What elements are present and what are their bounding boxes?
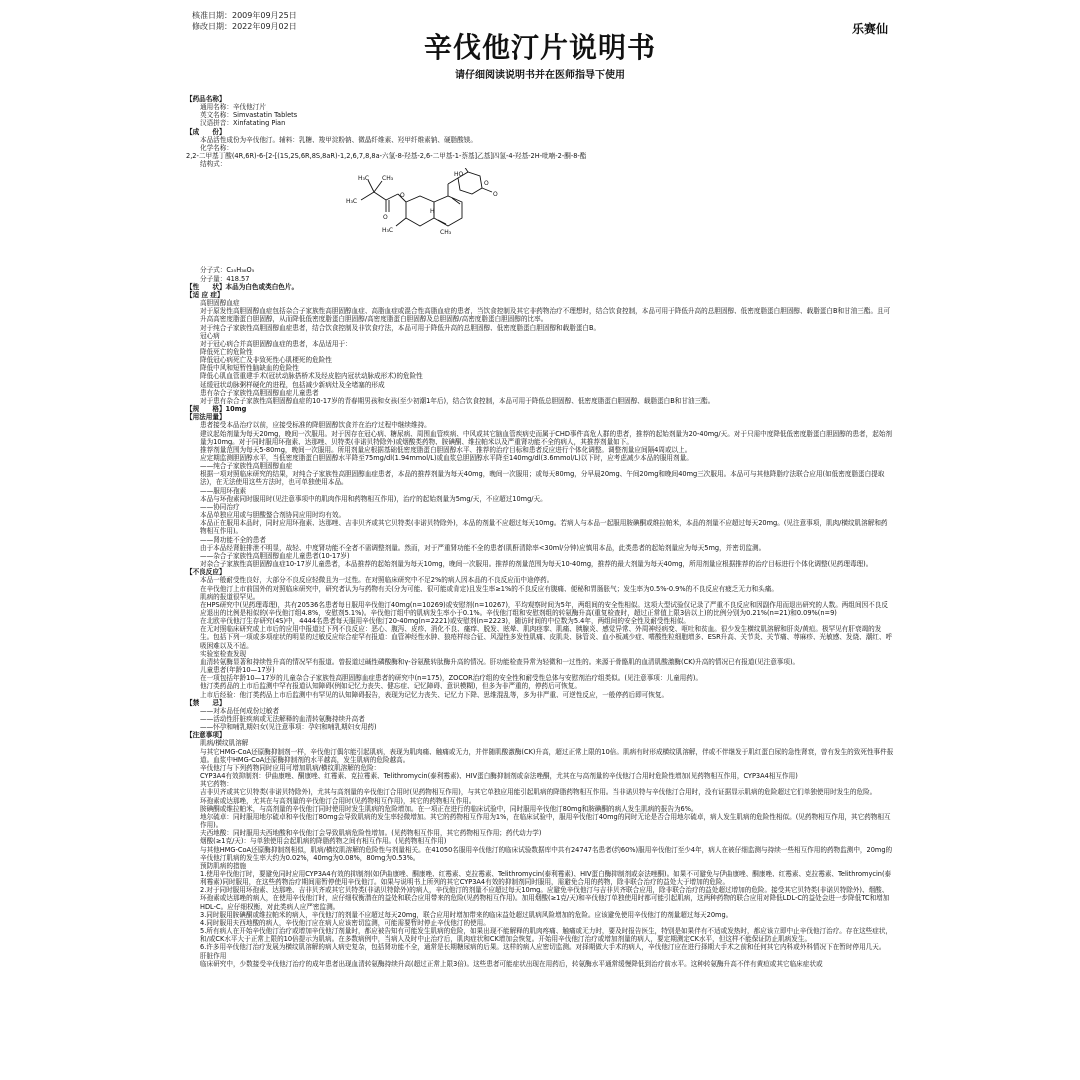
body-paragraph: 儿童患者(年龄10—17岁) (200, 666, 275, 675)
body-paragraph: 高胆固醇血症 (200, 299, 240, 308)
body-paragraph: 降低心肌血管重建手术(冠状动脉搭桥术及经皮腔内冠状动脉成形术)的危险性 (200, 372, 423, 381)
body-paragraph: 环孢素或达那唑，尤其在与高剂量的辛伐他汀合用时(见药物相互作用)，其它的药物相互作用。 (200, 796, 476, 805)
section-heading: 【用法用量】 (186, 413, 226, 422)
body-paragraph: 2,2-二甲基丁酸(4R,6R)-6-[2-[(1S,2S,6R,8S,8aR)-1,2,6,7,8,8a-六氢-8-羟基-2,6-二甲基-1-萘基]乙基]四氢-4-羟基-2H-吡喃-2-酮-8-酯 (186, 152, 587, 161)
label-h3c-2: H₃C (358, 175, 370, 183)
section-heading: 【药品名称】 (186, 95, 226, 103)
body-paragraph: 其它药物： (200, 780, 233, 789)
body-paragraph: 烟酸(≥1克/天)：与单独使用会起肌病的降脂药物之间有相互作用。(见药物相互作用) (200, 837, 447, 846)
body-paragraph: 对于原发性高胆固醇血症包括杂合子家族性高胆固醇血症、高脂血症或混合性高脂血症的患者，当饮食控制及其它非药物治疗不理想时，结合饮食控制，本品可用于降低升高的总胆固醇、低密度脂蛋白胆固醇、载脂蛋白B和甘油三酯。且可升高高密度脂蛋白胆固醇，从而降低低密度脂蛋白胆固醇/高密度脂蛋白胆固醇及总胆固醇/高密度脂蛋白胆固醇的比率。 (200, 307, 891, 324)
body-paragraph: 本品正在服用本品时，同时应用环孢素、达那唑、吉非贝齐或其它贝特类(非诺贝特除外)，本品的剂量不应超过每天10mg。若病人与本品一起服用胺碘酮或维拉帕米，本品的剂量不应超过每天20mg。(见注意事项，肌肉/横纹肌溶解和药物相互作用)。 (200, 519, 888, 536)
structural-formula-drawing (336, 168, 506, 264)
body-paragraph: 对于冠心病合并高胆固醇血症的患者，本品适用于： (200, 339, 352, 348)
label-h: H (430, 208, 435, 216)
body-paragraph: 他汀类药品的上市后监测中罕有报道认知障碍(例如记忆力丧失、健忘症、记忆障碍、意识模糊)，但多为非严重的，停药后可恢复。 (200, 682, 581, 691)
label-o-ester: O (400, 192, 405, 200)
body-paragraph: ——肾功能不全的患者 (200, 535, 266, 544)
body-paragraph: ——服用环孢素 (200, 486, 247, 495)
body-paragraph: 与其他HMG-CoA还原酶抑制剂相似，肌病/横纹肌溶解的危险性与剂量相关。在41050名服用辛伐他汀的临床试验数据库中共有24747名患者(约60%)服用辛伐他汀至少4年，病人在被仔细监测与持续一些相互作用的药物监测中，20mg的辛伐他汀肌病的发生率大约为0.02%，40mg为0.08%，80mg为0.53%。 (200, 845, 893, 862)
body-paragraph: 本品与环孢素同时服用时(见注意事项中的肌肉作用和药物相互作用)，治疗的起始剂量为5mg/天，不应超过10mg/天。 (200, 494, 547, 503)
body-paragraph: 3.同时服用胺碘酮或维拉帕米的病人，辛伐他汀的剂量不应超过每天20mg，联合应用时增加带来的临床益处超过肌病风险增加的危险。应该避免使用辛伐他汀的剂量超过每天20mg。 (200, 910, 733, 919)
body-paragraph: ——纯合子家族性高胆固醇血症 (200, 462, 293, 471)
body-paragraph: 在辛伐他汀上市前国外的对照临床研究中，研究者认为与药物有关(分为可能、很可能或肯定)且发生率≥1%的不良反应有腹痛、便秘和胃肠胀气；发生率为0.5%-0.9%的不良反应有疲乏无力和头痛。 (200, 584, 778, 593)
body-paragraph: 辛伐他汀与下列药物同时应用可增加肌病/横纹肌溶解的危险： (200, 763, 381, 772)
body-paragraph: 预防肌病的措施 (200, 861, 247, 870)
body-paragraph: ——协同治疗 (200, 502, 240, 511)
body-paragraph: 2.对于同时服用环孢素、达那唑、吉非贝齐或其它贝特类(非诺贝特除外)的病人，辛伐他汀的剂量不应超过每天10mg。应避免辛伐他汀与吉非贝齐联合应用，除非联合治疗的益处超过增加的危险。接受其它贝特类(非诺贝特除外)、烟酸、环孢素或达那唑的病人，在使用辛伐他汀时，应仔细权衡潜在的益处和联合应用带来的危险(见药物相互作用)。加用烟酸(≥1克/天)和辛伐他汀单独使用时都可能引起肌病，这两种药物的联合应用对降低LDL-C的益处会进一步降低TC和增加HDL-C。应仔细权衡，对此类病人应严密监测。 (200, 886, 890, 911)
body-paragraph: 汉语拼音：Xinfatating Pian (200, 119, 286, 128)
body-paragraph: 在一项包括年龄10—17岁的儿童杂合子家族性高胆固醇血症患者的研究中(n=175)，ZOCOR治疗组的安全性和耐受性总体与安慰剂治疗组类似。(见注意事项：儿童用药)。 (200, 674, 703, 683)
section-heading: 【性 状】本品为白色或类白色片。 (186, 282, 299, 291)
body-paragraph: 建议起始剂量为每天20mg，晚间一次服用。对于因存在冠心病、糖尿病、周围血管疾病、中风或其它脑血管疾病史而属于CHD事件高危人群的患者，推荐的起始剂量为20-40mg/天。对于只需中度降低低密度脂蛋白胆固醇的患者，起始剂量为10mg。对于同时服用环孢素、达那唑、贝特类(非诺贝特除外)或烟酸类药物、胺碘酮、维拉帕米以及严重肾功能不全的病人，其推荐剂量如下。 (200, 429, 893, 446)
body-paragraph: 对于纯合子家族性高胆固醇血症患者，结合饮食控制及非饮食疗法，本品可用于降低升高的总胆固醇、低密度脂蛋白胆固醇和载脂蛋白B。 (200, 323, 601, 332)
body-paragraph: 患有杂合子家族性高胆固醇血症儿童患者 (200, 388, 319, 397)
body-paragraph: 实验室检查发现 (200, 649, 247, 658)
label-h3c-3: H₃C (382, 227, 394, 235)
section-heading: 【禁 忌】 (186, 698, 226, 707)
body-paragraph: ——活动性肝脏疾病或无法解释的血清转氨酶持续升高者 (200, 715, 365, 723)
document-title: 辛伐他汀片说明书 (423, 31, 656, 64)
body-paragraph: 5.所有病人在开始辛伐他汀治疗或增加辛伐他汀剂量时，都应被告知有可能发生肌病的危险，如果出现不能解释的肌肉疼痛、触痛或无力时，要及时报告医生，特别是如果伴有不适或发热时，都应该立即中止辛伐他汀治疗。存在这些症状，和/或CK水平大于正常上限的10倍提示为肌病。在多数病例中，当病人及时中止治疗后，肌肉症状和CK增加会恢复。开始用辛伐他汀治疗或增加剂量的病人，要定期测定CK水平，但这样不能保证防止肌病发生。 (200, 927, 893, 944)
label-h3c: H₃C (346, 198, 358, 206)
body-paragraph: 在HPS研究中(见药理毒理)，共有20536名患者每日服用辛伐他汀40mg(n=10269)或安慰剂(n=10267)，平均观察时间为5年，两组间的安全性相似。这项大型试验仅记录了严重不良反应和因副作用而退出研究的人数。两组间因不良反应退出的比例是相似的(辛伐他汀组4.8%，安慰剂5.1%)。辛伐他汀组中的肌病发生率小于0.1%。辛伐他汀组和安慰剂组的转氨酶升高(重复检查时，超过正常值上限3倍以上)的比例分别为0.21%(n=21)和0.09%(n=9) (200, 600, 888, 617)
body-paragraph: ——对本品任何成份过敏者 (200, 706, 280, 715)
section-heading: 【成 份】 (186, 127, 226, 136)
body-paragraph: 对杂合子家族性高胆固醇血症10-17岁儿童患者，本品推荐的起始剂量为每天10mg，晚间一次服用。推荐的剂量范围为每天10-40mg，推荐的最大剂量为每天40mg，所用剂量应根据推荐的治疗目标进行个体化调整(见药理毒理)。 (200, 560, 873, 569)
body-paragraph: 降低冠心病死亡及非致死性心肌梗死的危险性 (200, 356, 332, 365)
section-heading: 【注意事项】 (186, 731, 226, 740)
body-paragraph: 化学名称： (200, 143, 233, 152)
body-paragraph: 在无对照临床研究或上市后的应用中报道过下列不良反应：恶心、腹泻、皮疹、消化不良、瘙痒、脱发、眩晕、肌肉痉挛、肌痛、胰腺炎、感觉异常、外周神经病变、呕吐和贫血。很少发生横纹肌溶解和肝炎/黄疸。极罕见有肝衰竭的发生。包括下列一项或多项症状的明显的过敏反应综合症罕有报道：血管神经性水肿、狼疮样综合征、风湿性多发性肌痛、皮肌炎、脉管炎、血小板减少症、嗜酸性粒细胞增多、ESR升高、关节炎、关节痛、荨麻疹、光敏感、发烧、潮红、呼吸困难以及不适。 (200, 625, 893, 650)
body-paragraph: 本品活性成份为辛伐他汀。辅料：乳糖、羧甲淀粉钠、微晶纤维素、羟甲纤维素钠、硬脂酸镁。 (200, 135, 477, 144)
section-heading: 【适 应 症】 (186, 290, 224, 299)
body-paragraph: 本品单独应用或与胆酸螯合剂协同应用时均有效。 (200, 511, 346, 520)
label-o-lactone: O (493, 191, 498, 199)
body-paragraph: 分子量：418.57 (200, 274, 250, 283)
body-paragraph: 延缓冠状动脉粥样硬化的进程，包括减少新病灶及全堵塞的形成 (200, 380, 385, 389)
body-paragraph: 1.使用辛伐他汀时，要避免同时应用CYP3A4有效的抑制剂(如伊曲康唑、酮康唑、红霉素、克拉霉素、Telithromycin(泰利霉素)、HIV蛋白酶抑制剂或奈法唑酮)。如果不可避免与伊曲康唑、酮康唑、红霉素、克拉霉素、Telithromycin(泰利霉素)同时服用，在这些药物治疗期间需暂停使用辛伐他汀。如果与说明书上所列的其它CYP3A4有效的抑制剂同时服用，需避免合用的药物，除非联合治疗的益处大于增加的危险。 (200, 869, 892, 887)
body-paragraph: 冠心病 (200, 331, 220, 340)
approval-date: 核准日期：2009年09月25日 (192, 11, 297, 20)
body-paragraph: 应定期监测胆固醇水平，当低密度脂蛋白胆固醇水平降至75mg/dl(1.94mmol/L)或血浆总胆固醇水平降至140mg/dl(3.6mmol/L)以下时，应考虑减少本品的服用剂量。 (200, 454, 693, 462)
body-paragraph: 患者接受本品治疗以前，应接受标准的降胆固醇饮食并在治疗过程中继续维持。 (200, 421, 431, 430)
body-paragraph: ——怀孕和哺乳期妇女(见注意事项：孕妇和哺乳期妇女用药) (200, 723, 377, 732)
body-paragraph: 降低中风和短暂性脑缺血的危险性 (200, 364, 299, 373)
body-paragraph: 本品一般耐受性良好，大部分不良反应轻微且为一过性。在对照临床研究中不足2%的病人因本品的不良反应而中途停药。 (200, 576, 554, 585)
body-paragraph: 夫西地酸：同时服用夫西地酸和辛伐他汀会导致肌病危险性增加。(见药物相互作用，其它药物相互作用；药代动力学) (200, 829, 542, 838)
body-paragraph: 吉非贝齐或其它贝特类(非诺贝特除外)，尤其与高剂量的辛伐他汀合用时(见药物相互作用)，与其它单独应用能引起肌病的降脂药物相互作用。当非诺贝特与辛伐他汀合用时，没有证据显示肌病的危险超过它们单独使用时发生的危险。 (200, 788, 877, 797)
section-heading: 【不良反应】 (186, 568, 226, 577)
label-o-carbonyl: O (383, 214, 388, 222)
body-paragraph: 英文名称：Simvastatin Tablets (200, 111, 298, 120)
body-paragraph: 肌病/横纹肌溶解 (200, 739, 249, 748)
body-paragraph: 肌病的报道很罕见。 (200, 592, 260, 601)
body-paragraph: 结构式： (200, 160, 227, 169)
leaflet-body (186, 95, 894, 968)
revision-date: 修改日期：2022年09月02日 (192, 22, 297, 31)
body-paragraph: 由于本品经肾脏排泄不明显，故轻、中度肾功能不全者不需调整剂量。然而，对于严重肾功能不全的患者(肌酐清除率<30ml/分钟)应慎用本品，此类患者的起始剂量应为每天5mg，并密切监测。 (200, 543, 766, 552)
structural-formula (186, 168, 894, 264)
brand-name: 乐赛仙 (851, 22, 888, 36)
body-paragraph: 胺碘酮或维拉帕米，与高剂量的辛伐他汀同时使用时发生肌病的危险增加。在一项正在进行的临床试验中，同时服用辛伐他汀80mg和胺碘酮的病人发生肌病的报告为6%。 (200, 804, 698, 813)
body-paragraph: 分子式：C₂₅H₃₈O₅ (200, 266, 255, 275)
body-paragraph: 6.许多用辛伐他汀治疗发展为横纹肌溶解的病人病史复杂，包括肾功能不全，通常是长期糖尿病的后果。这样的病人应密切监测。对择期做大手术的病人，辛伐他汀应在进行择期大手术之前和任何其它内科或外科情况下在暂时停用几天。 (200, 943, 886, 952)
section-heading: 【规 格】10mg (186, 405, 247, 414)
body-paragraph: 地尔硫卓：同时服用地尔硫卓和辛伐他汀80mg会导致肌病的发生率轻微增加。其它的药物相互作用为1%，在临床试验中，服用辛伐他汀40mg的同时无论是否合用地尔硫卓，病人发生肌病的危险性相似。(见药物相互作用，其它药物相互作用)。 (200, 812, 891, 830)
body-paragraph: CYP3A4有效抑制剂：伊曲康唑、酮康唑、红霉素、克拉霉素、Telithromycin(泰利霉素)、HIV蛋白酶抑制剂或奈法唑酮，尤其在与高剂量的辛伐他汀合用时危险性增加(见药物相互作用，CYP3A4相互作用) (200, 772, 798, 781)
label-ch3-2: CH₃ (440, 229, 452, 237)
body-paragraph: 临床研究中，少数接受辛伐他汀治疗的成年患者出现血清转氨酶持续升高(超过正常上限3倍)。这些患者可能症状出现在用药后，转氨酶水平通常缓慢降低到治疗前水平。这种转氨酶升高不伴有黄疸或其它临床症状或 (200, 959, 823, 968)
label-o-ring: O (484, 180, 489, 188)
body-paragraph: 推荐剂量范围为每天5-80mg，晚间一次服用。所用剂量应根据基础低密度脂蛋白胆固醇水平、推荐的治疗目标和患者反应进行个体化调整。调整剂量应间隔4周或以上。 (200, 445, 692, 454)
body-paragraph: 与其它HMG-CoA还原酶抑制剂一样，辛伐他汀偶尔能引起肌病，表现为肌肉痛、触痛或无力，并伴随肌酸激酶(CK)升高，超过正常上限的10倍。肌病有时形成横纹肌溶解，伴或不伴继发于肌红蛋白尿的急性肾衰，曾有发生的致死性事件报道。血浆中HMG-CoA还原酶抑制剂的水平越高，发生肌病的危险越高。 (200, 747, 894, 764)
label-ch3: CH₃ (382, 175, 394, 183)
body-paragraph: 上市后经验：他汀类药品上市后监测中有罕见的认知障碍报告，表现为记忆力丧失、记忆力下降、思维混乱等，多为非严重、可逆性反应，一般停药后即可恢复。 (200, 690, 669, 699)
body-paragraph: 对于患有杂合子家族性高胆固醇血症的10-17岁的青春期男孩和女孩(至少初潮1年后)，结合饮食控制，本品可用于降低总胆固醇、低密度脂蛋白胆固醇、载脂蛋白B和甘油三酯。 (200, 396, 715, 405)
body-paragraph: 降低死亡的危险性 (200, 347, 253, 356)
body-paragraph: ——杂合子家族性高胆固醇血症儿童患者(10-17岁) (200, 551, 350, 560)
label-ho: HO (454, 171, 464, 179)
body-paragraph: 在北欧辛伐他汀生存研究(4S)中，4444名患者每天服用辛伐他汀20-40mg(n=2221)或安慰剂(n=2223)，随访时间的中位数为5.4年，两组间的安全性及耐受性相似。 (200, 617, 690, 626)
body-paragraph: 4.同时服用夫西地酸的病人，辛伐他汀应在病人应该密切监测，可能需要暂时停止辛伐他汀的使用。 (200, 918, 490, 927)
body-paragraph: 通用名称：辛伐他汀片 (200, 103, 266, 112)
body-paragraph: 根据一项对照临床研究的结果，对纯合子家族性高胆固醇血症患者，本品的推荐剂量为每天40mg，晚间一次服用；或每天80mg，分早晨20mg、午间20mg和晚间40mg三次服用。本品可与其他降脂疗法联合应用(如低密度脂蛋白提取法)，在无法使用这些方法时，也可单独使用本品。 (200, 470, 885, 487)
body-paragraph: 血清转氨酶显著和持续性升高的情况罕有报道。曾报道过碱性磷酸酶和γ-谷氨酰转肽酶升高的情况。肝功能检查异常为轻微和一过性的。来源于骨骼肌的血清肌酸激酶(CK)升高的情况已有报道(见注意事项)。 (200, 657, 800, 666)
body-paragraph: 肝脏作用 (200, 951, 227, 960)
document-subtitle: 请仔细阅读说明书并在医师指导下使用 (455, 70, 625, 81)
